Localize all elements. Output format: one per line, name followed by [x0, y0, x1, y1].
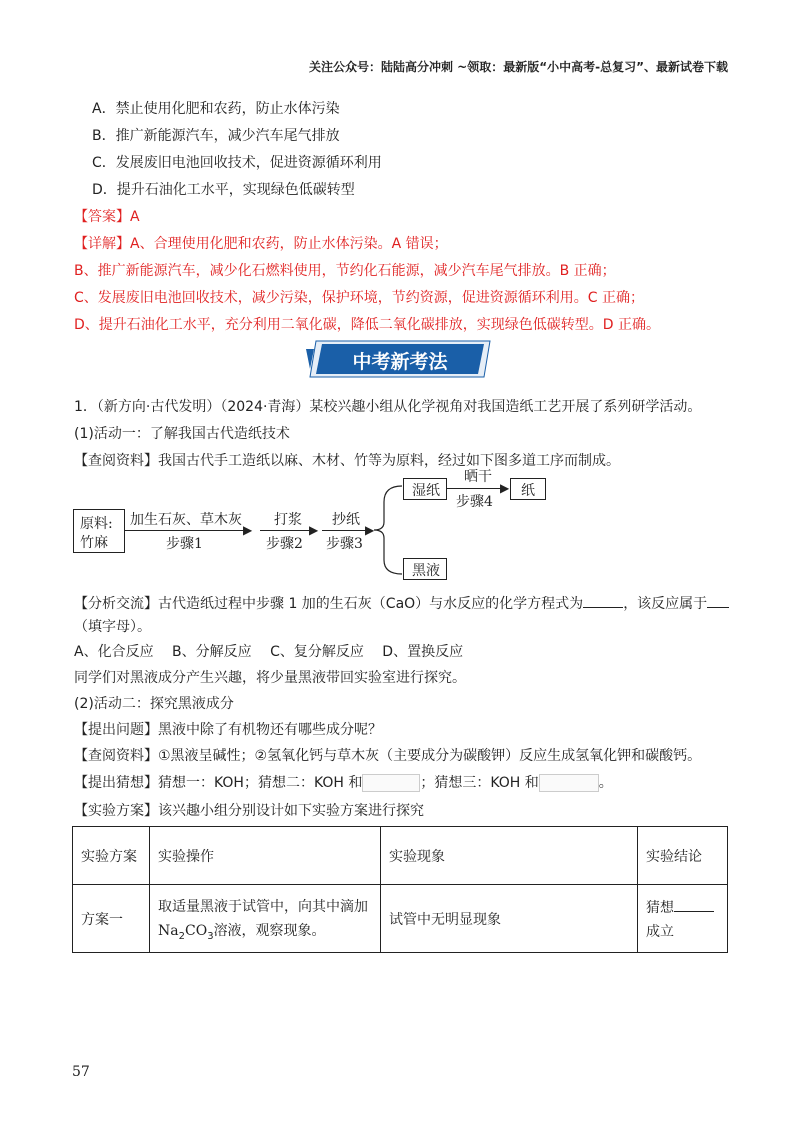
arrow-head-2: ▶ [309, 523, 319, 537]
chem-sub-1: 2 [178, 930, 185, 942]
wet-paper-box [403, 478, 447, 500]
plan-text: 【实验方案】该兴趣小组分别设计如下实验方案进行探究 [74, 803, 424, 819]
table-cell-operation [150, 885, 381, 953]
branch-brace [372, 482, 406, 578]
conclusion-blank[interactable] [674, 899, 714, 912]
analysis-hint: （填字母）。 [74, 619, 151, 635]
question-title: 1．（新方向·古代发明）（2024·青海）某校兴趣小组从化学视角对我国造纸工艺开展了系列研学活动。 [74, 399, 702, 415]
operation-tail: 溶液，观察现象。 [213, 922, 326, 939]
hypothesis-line [74, 772, 613, 792]
page-number: 57 [72, 1064, 90, 1080]
reaction-choices: A、化合反应 B、分解反应 C、复分解反应 D、置换反应 [74, 644, 464, 660]
page-header: 关注公众号：陆陆高分冲刺 ~领取：最新版“小中高考-总复习”、最新试卷下载 [309, 60, 728, 74]
operation-line-1: 取适量黑液于试管中，向其中滴加 [158, 898, 368, 915]
step1-bottom: 步骤1 [166, 536, 203, 552]
arrow-head-3: ▶ [365, 523, 375, 537]
experiment-table [72, 826, 728, 953]
chem-co: CO [184, 922, 208, 939]
section-banner [306, 339, 494, 379]
table-cell-phenomenon: 试管中无明显现象 [381, 885, 638, 953]
hypothesis-text-b: ；猜想三：KOH 和 [420, 775, 539, 791]
activity-1: (1)活动一：了解我国古代造纸技术 [74, 426, 290, 442]
table-cell-plan: 方案一 [73, 885, 150, 953]
chem-na: Na [158, 922, 179, 939]
info-1: 【查阅资料】我国古代手工造纸以麻、木材、竹等为原料，经过如下图多道工序而制成。 [74, 453, 620, 469]
hypothesis-text-a: 【提出猜想】猜想一：KOH；猜想二：KOH 和 [74, 775, 363, 791]
explain-line-4: D、提升石油化工水平，充分利用二氧化碳，降低二氧化碳排放，实现绿色低碳转型。D 正确。 [74, 317, 661, 333]
interest-text: 同学们对黑液成分产生兴趣，将少量黑液带回实验室进行探究。 [74, 670, 466, 686]
chem-sub-2: 3 [207, 930, 214, 942]
paper-label: 纸 [521, 483, 535, 499]
analysis-line [74, 593, 729, 613]
raw-label-2: 竹麻 [80, 535, 108, 551]
raw-material-box [73, 509, 125, 553]
arrow-head-1: ▶ [243, 523, 253, 537]
option-d: D．提升石油化工水平，实现绿色低碳转型 [92, 182, 355, 198]
table-header: 实验方案 [73, 827, 150, 885]
conclusion-text-b: 成立 [646, 923, 674, 940]
wet-paper-label: 湿纸 [412, 483, 440, 499]
step2-bottom: 步骤2 [266, 536, 303, 552]
table-header: 实验操作 [150, 827, 381, 885]
table-cell-conclusion [638, 885, 728, 953]
table-header-row [73, 827, 728, 885]
step3-top: 抄纸 [332, 512, 360, 528]
step4-top: 晒干 [464, 469, 492, 485]
option-a: A．禁止使用化肥和农药，防止水体污染 [92, 101, 340, 117]
explain-line-1: 【详解】A、合理使用化肥和农药，防止水体污染。A 错误； [74, 236, 448, 252]
black-liquor-box [403, 558, 447, 580]
step1-top: 加生石灰、草木灰 [130, 512, 242, 528]
equation-blank[interactable] [583, 595, 623, 608]
table-header: 实验结论 [638, 827, 728, 885]
table-header: 实验现象 [381, 827, 638, 885]
hypothesis-text-c: 。 [598, 775, 613, 791]
step2-top: 打浆 [274, 512, 302, 528]
banner-title: 中考新考法 [352, 351, 448, 373]
conclusion-text-a: 猜想 [646, 899, 674, 916]
answer: 【答案】A [74, 209, 140, 225]
hypothesis-3-blank[interactable] [539, 774, 599, 792]
arrow-step4 [447, 488, 505, 489]
analysis-text-a: 【分析交流】古代造纸过程中步骤 1 加的生石灰（CaO）与水反应的化学方程式为 [74, 596, 584, 612]
raw-label-1: 原料: [80, 516, 113, 532]
reaction-type-blank[interactable] [707, 595, 729, 608]
arrow-step1 [124, 530, 248, 531]
arrow-head-4: ▶ [500, 481, 510, 495]
explain-line-2: B、推广新能源汽车，减少化石燃料使用，节约化石能源，减少汽车尾气排放。B 正确； [74, 263, 616, 279]
conclusion-line-1 [646, 897, 719, 917]
black-liquor-label: 黑液 [412, 563, 440, 579]
option-b: B．推广新能源汽车，减少汽车尾气排放 [92, 128, 340, 144]
paper-box [510, 478, 546, 500]
hypothesis-2-blank[interactable] [362, 774, 420, 792]
option-c: C．发展废旧电池回收技术，促进资源循环利用 [92, 155, 382, 171]
problem-question: 【提出问题】黑液中除了有机物还有哪些成分呢？ [74, 722, 382, 738]
info-2: 【查阅资料】①黑液呈碱性；②氢氧化钙与草木灰（主要成分为碳酸钾）反应生成氢氧化钾和碳酸钙。 [74, 748, 702, 764]
step4-bottom: 步骤4 [456, 494, 493, 510]
analysis-text-b: ，该反应属于 [623, 596, 708, 612]
explain-line-3: C、发展废旧电池回收技术，减少污染，保护环境，节约资源，促进资源循环利用。C 正确； [74, 290, 644, 306]
arrow-step3 [322, 530, 370, 531]
step3-bottom: 步骤3 [326, 536, 363, 552]
operation-line-2 [158, 920, 372, 942]
activity-2: (2)活动二：探究黑液成分 [74, 696, 234, 712]
arrow-step2 [260, 530, 314, 531]
table-row [73, 885, 728, 953]
